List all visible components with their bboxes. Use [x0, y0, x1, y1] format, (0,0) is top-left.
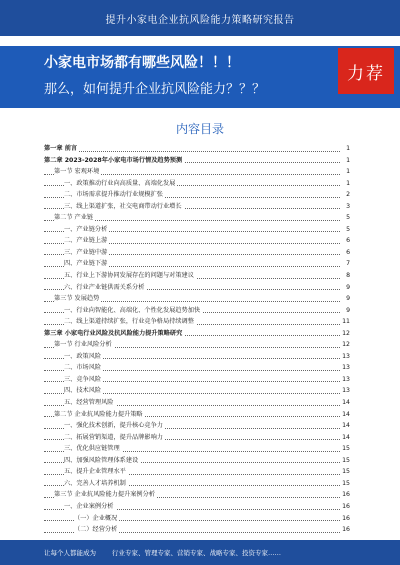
toc-entry-title: 第一节 行业风险分析 — [54, 339, 114, 351]
toc-entry-title: 第二章 2023-2028年小家电市场行情及趋势预测 — [44, 155, 184, 167]
toc-entry-page: 16 — [341, 489, 350, 501]
toc-entry-title: 五、行业上下游协同发展存在的问题与对策建议 — [64, 270, 196, 282]
toc-entry[interactable] — [44, 409, 350, 421]
toc-entry-title: 二、线上渠道持续扩张，行业竞争格局持续调整 — [64, 316, 196, 328]
toc-entry-page: 9 — [341, 282, 350, 294]
toc-entry-page: 1 — [341, 166, 350, 178]
toc-entry-title: 四、产业链下游 — [64, 258, 109, 270]
toc-entry[interactable] — [44, 212, 350, 224]
toc-entry-page: 8 — [341, 270, 350, 282]
toc-entry[interactable] — [44, 385, 350, 397]
toc-entry[interactable] — [44, 247, 350, 259]
toc-entry[interactable] — [44, 524, 350, 536]
toc-entry-page: 12 — [341, 328, 350, 340]
top-banner — [0, 0, 400, 36]
toc-entry-page: 7 — [341, 258, 350, 270]
footer-bar — [0, 540, 400, 565]
toc-entry-title: 六、行业产业链供需关系分析 — [64, 282, 146, 294]
toc-entry-page: 2 — [341, 189, 350, 201]
toc-entry[interactable] — [44, 282, 350, 294]
toc-entry-title: 五、提升企业管理水平 — [64, 466, 128, 478]
toc-entry-page: 12 — [341, 339, 350, 351]
toc-entry[interactable] — [44, 270, 350, 282]
toc-entry[interactable] — [44, 293, 350, 305]
banner-title: 提升小家电企业抗风险能力策略研究报告 — [105, 14, 295, 26]
toc-entry-page: 5 — [341, 224, 350, 236]
toc-entry-title: 二、产业链上游 — [64, 235, 109, 247]
toc-entry-page: 1 — [341, 143, 350, 155]
toc-entry[interactable] — [44, 397, 350, 409]
toc-entry-page: 16 — [341, 513, 350, 525]
toc-entry-title: 三、竞争风险 — [64, 374, 103, 386]
toc-entry-page: 16 — [341, 524, 350, 536]
toc-entry-page: 15 — [341, 455, 350, 467]
toc-entry-title: 四、加强风险管理体系建设 — [64, 455, 140, 467]
hero-title-line1: 小家电市场都有哪些风险！！！ — [44, 55, 240, 71]
toc-entry[interactable] — [44, 143, 350, 155]
toc-entry[interactable] — [44, 328, 350, 340]
toc-leader-dots — [44, 151, 340, 152]
toc-entry-title: 第二节 企业抗风险能力提升策略 — [54, 409, 145, 421]
toc-entry-page: 11 — [341, 316, 350, 328]
toc-entry-title: 二、市场需求提升推动行业规模扩张 — [64, 189, 165, 201]
toc-entry[interactable] — [44, 455, 350, 467]
toc-entry-title: （二）经营分析 — [74, 524, 119, 536]
toc-entry[interactable] — [44, 501, 350, 513]
toc-entry[interactable] — [44, 374, 350, 386]
toc-entry-title: 六、完善人才培养机制 — [64, 478, 128, 490]
toc-entry-title: 四、技术风险 — [64, 385, 103, 397]
toc-entry[interactable] — [44, 339, 350, 351]
toc-entry-page: 15 — [341, 478, 350, 490]
toc-entry-title: 三、线上渠道扩张，社交电商带动行业增长 — [64, 201, 184, 213]
toc-entry-title: 第三节 企业抗风险能力提升案例分析 — [54, 489, 157, 501]
toc-entry-title: 一、强化技术创新，提升核心竞争力 — [64, 420, 165, 432]
toc-entry-page: 3 — [341, 201, 350, 213]
toc-entry-page: 15 — [341, 466, 350, 478]
toc-entry-page: 13 — [341, 351, 350, 363]
toc-entry[interactable] — [44, 155, 350, 167]
toc-entry-page: 13 — [341, 385, 350, 397]
toc-entry-page: 9 — [341, 293, 350, 305]
toc-entry[interactable] — [44, 420, 350, 432]
toc-entry[interactable] — [44, 178, 350, 190]
toc-entry[interactable] — [44, 466, 350, 478]
hero-title-line2: 那么，如何提升企业抗风险能力？？？ — [44, 82, 266, 97]
toc-entry-title: 第三章 小家电行业风险及抗风险能力提升策略研究 — [44, 328, 184, 340]
toc-entry[interactable] — [44, 189, 350, 201]
toc-entry[interactable] — [44, 235, 350, 247]
toc-entry-title: 第一节 宏观环境 — [54, 166, 101, 178]
toc-heading: 内容目录 — [175, 122, 224, 136]
toc-entry[interactable] — [44, 513, 350, 525]
toc-entry[interactable] — [44, 316, 350, 328]
toc-entry-title: 一、企业案例分析 — [64, 501, 116, 513]
toc-entry-title: 第三节 发展趋势 — [54, 293, 101, 305]
toc-entry-page: 14 — [341, 397, 350, 409]
toc-entry-page: 14 — [341, 432, 350, 444]
toc-entry-title: 五、经营管理风险 — [64, 397, 116, 409]
toc-entry[interactable] — [44, 201, 350, 213]
toc-entry-title: 二、拓展营销渠道，提升品牌影响力 — [64, 432, 165, 444]
toc-entry[interactable] — [44, 489, 350, 501]
toc-entry-title: 一、政策推动行业向高质量、高端化发展 — [64, 178, 177, 190]
toc-entry-title: 第一章 前言 — [44, 143, 79, 155]
toc-entry[interactable] — [44, 478, 350, 490]
toc-entry-title: 一、产业链分析 — [64, 224, 109, 236]
toc-entry-page: 1 — [341, 178, 350, 190]
toc-entry-page: 14 — [341, 409, 350, 421]
toc-entry-page: 15 — [341, 443, 350, 455]
toc-entry-title: 第二节 产业链 — [54, 212, 95, 224]
toc-entry[interactable] — [44, 432, 350, 444]
recommend-badge — [338, 48, 394, 94]
toc-entry-page: 13 — [341, 362, 350, 374]
toc-entry-title: 一、政策风险 — [64, 351, 103, 363]
toc-entry-page: 1 — [341, 155, 350, 167]
toc-entry-title: 二、市场风险 — [64, 362, 103, 374]
toc-entry-page: 13 — [341, 374, 350, 386]
toc-entry[interactable] — [44, 224, 350, 236]
toc-entry-page: 6 — [341, 235, 350, 247]
toc-entry[interactable] — [44, 362, 350, 374]
footer-slogan: 让每个人都能成为 — [44, 549, 96, 557]
toc-entry-page: 9 — [341, 305, 350, 317]
toc-entry-title: 一、行业向智能化、高端化、个性化发展趋势加快 — [64, 305, 202, 317]
toc-entry-page: 6 — [341, 247, 350, 259]
toc-entry-page: 5 — [341, 212, 350, 224]
toc-entry-title: 三、优化供应链管理 — [64, 443, 122, 455]
toc-entry[interactable] — [44, 166, 350, 178]
toc-entry-page: 14 — [341, 420, 350, 432]
toc-entry-title: （一）企业概况 — [74, 513, 119, 525]
toc-entry-title: 三、产业链中游 — [64, 247, 109, 259]
table-of-contents — [44, 143, 350, 536]
toc-entry[interactable] — [44, 305, 350, 317]
toc-entry[interactable] — [44, 258, 350, 270]
toc-entry-page: 16 — [341, 501, 350, 513]
toc-entry[interactable] — [44, 351, 350, 363]
footer-roles: 行业专家、管理专家、营销专家、战略专家、投资专家…… — [112, 549, 281, 557]
toc-entry[interactable] — [44, 443, 350, 455]
recommend-badge-text: 力荐 — [347, 63, 385, 84]
